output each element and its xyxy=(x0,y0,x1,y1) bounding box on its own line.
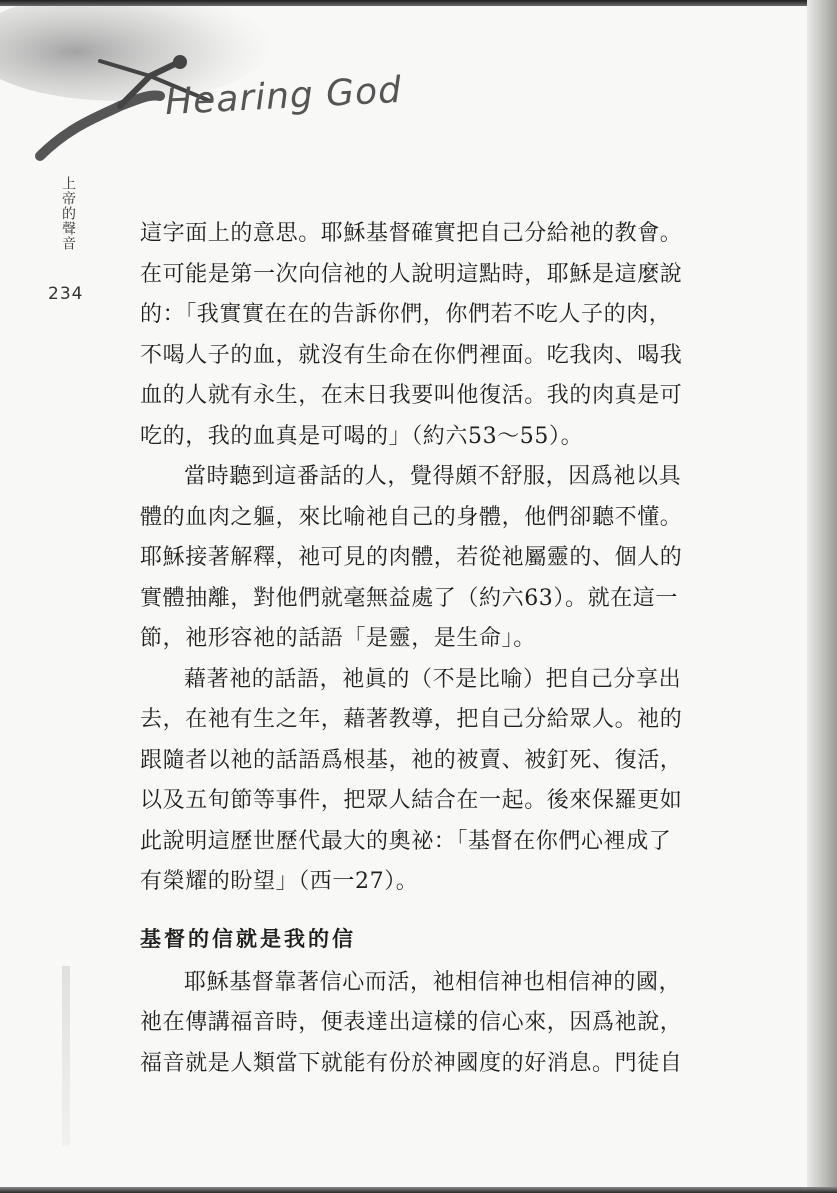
body-text xyxy=(140,214,720,1084)
header-illustration xyxy=(0,6,420,166)
page-bottom-edge xyxy=(0,1187,837,1193)
section-paragraph: 耶穌基督靠著信心而活，祂相信神也相信神的國， 祂在傳講福音時，便表達出這樣的信心來，因爲祂說， 福音就是人類當下就能有份於神國度的好消息。門徒自 xyxy=(140,969,683,1076)
running-head: 上帝的聲音 xyxy=(60,176,76,251)
scan-margin-mark xyxy=(62,966,70,1146)
paragraph-1: 這字面上的意思。耶穌基督確實把自己分給祂的教會。 在可能是第一次向信祂的人說明這點時，耶穌是這麼說 的：「我實實在在的告訴你們，你們若不吃人子的肉， 不喝人子的血，就沒有生命在你們裡面。吃我肉、喝我 血的人就有永生，在末日我要叫他復活。我的肉真是可 吃的，我的血真是可喝的」（約六53～55）。 xyxy=(140,221,683,449)
page-number: 234 xyxy=(48,284,84,304)
page-right-edge xyxy=(807,0,837,1193)
paragraph-3: 藉著祂的話語，祂眞的（不是比喻）把自己分享出 去，在祂有生之年，藉著教導，把自己分給眾人。祂的 跟隨者以祂的話語爲根基，祂的被賣、被釘死、復活， 以及五旬節等事件，把眾人結合在一起。後來保羅更如 此說明這歷世歷代最大的奧祕：「基督在你們心裡成了 有榮耀的盼望」（西一27）。 xyxy=(140,666,683,894)
section-heading: 基督的信就是我的信 xyxy=(140,926,356,951)
brand-script-title: Hearing God xyxy=(164,69,403,124)
paragraph-2: 當時聽到這番話的人，覺得頗不舒服，因爲祂以具 體的血肉之軀，來比喻祂自己的身體，他們卻聽不懂。 耶穌接著解釋，祂可見的肉體，若從祂屬靈的、個人的 實體抽離，對他們就毫無益處了（約六63）。就在這一 節，祂形容祂的話語「是靈，是生命」。 xyxy=(140,464,683,651)
